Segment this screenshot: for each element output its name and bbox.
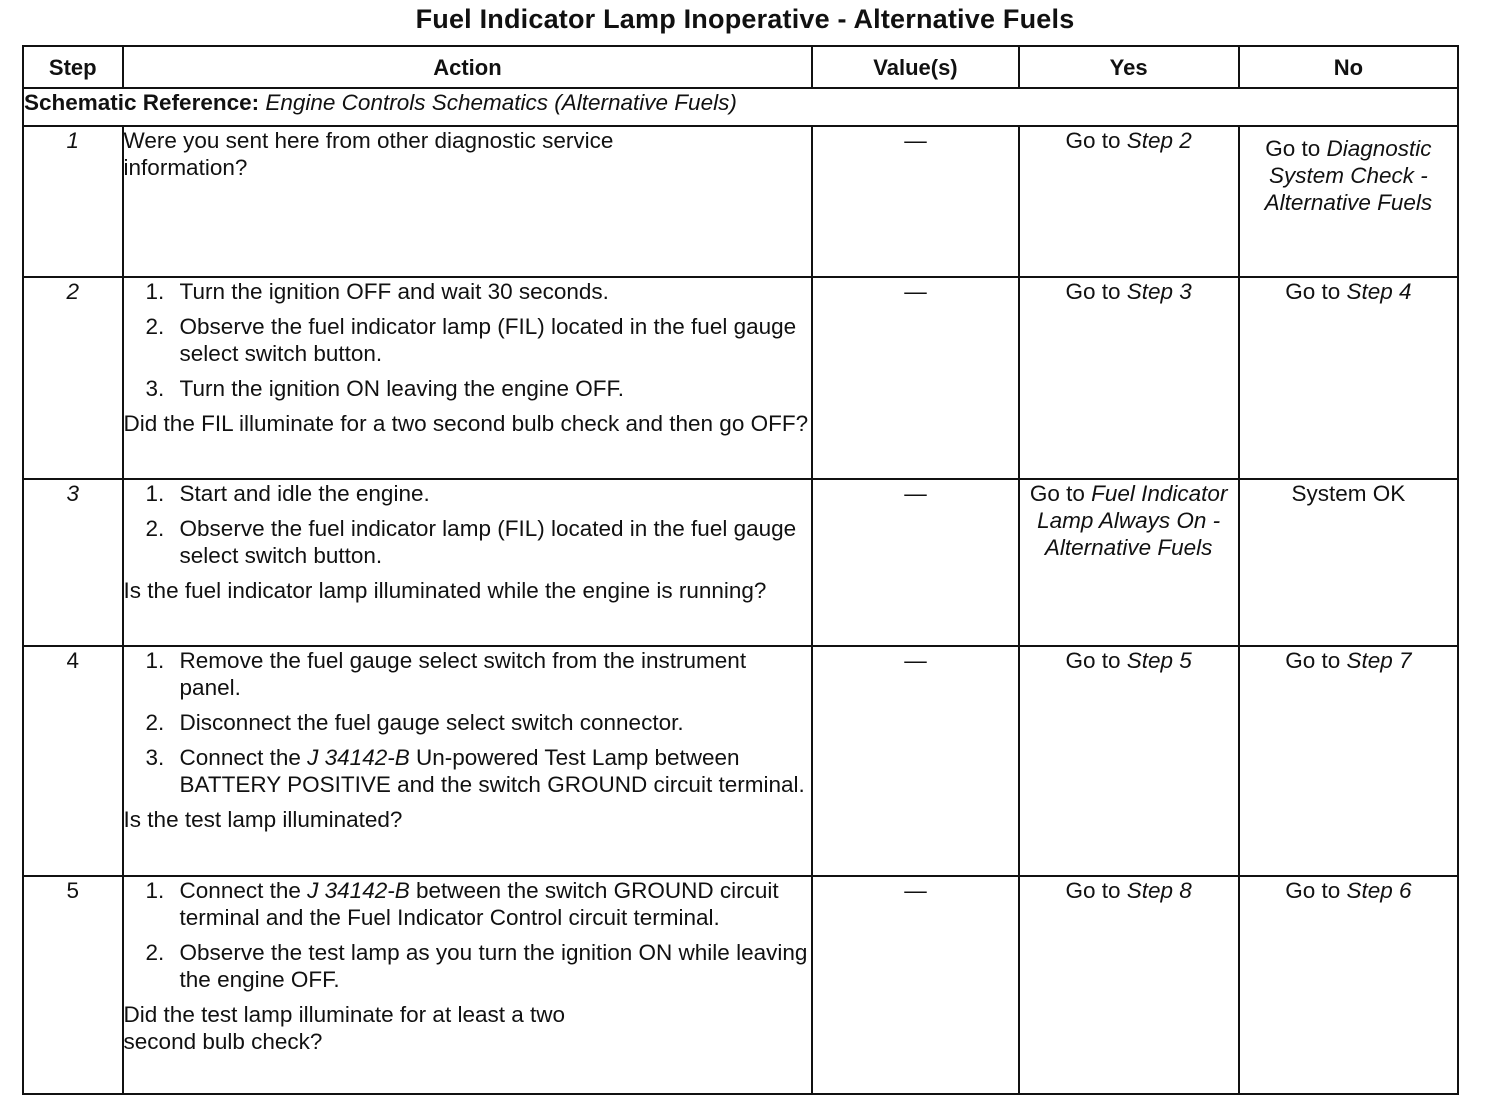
header-yes: Yes — [1019, 46, 1239, 88]
header-step: Step — [23, 46, 123, 88]
list-item-text: Observe the fuel indicator lamp (FIL) located in the fuel gauge select switch button. — [179, 516, 797, 568]
yes-link[interactable]: Step 3 — [1126, 279, 1192, 304]
list-item: 1. Turn the ignition OFF and wait 30 seconds. — [145, 279, 609, 304]
step-number: 2 — [23, 277, 123, 479]
no-prefix: Go to — [1285, 648, 1341, 673]
list-item: 3. Turn the ignition ON leaving the engine OFF. — [145, 376, 624, 401]
table-row — [23, 479, 1458, 646]
step-number: 5 — [23, 876, 123, 1094]
value-cell: — — [812, 646, 1018, 876]
list-item: 3. Connect the J 34142-B Un-powered Test Lamp between BATTERY POSITIVE and the switch GROUND circuit terminal. — [145, 745, 805, 797]
yes-cell — [1019, 126, 1239, 277]
yes-link[interactable]: Step 2 — [1126, 128, 1192, 153]
tool-link[interactable]: J 34142-B — [307, 745, 410, 770]
action-question: Did the FIL illuminate for a two second bulb check and then go OFF? — [123, 411, 809, 436]
value-cell: — — [812, 126, 1018, 277]
table-row — [23, 126, 1458, 277]
list-item-post: Un-powered Test Lamp between BATTERY POSITIVE and the switch GROUND circuit terminal. — [179, 745, 805, 797]
yes-prefix: Go to — [1065, 648, 1121, 673]
list-item-post: between the switch GROUND circuit terminal and the Fuel Indicator Control circuit terminal. — [179, 878, 779, 930]
list-item: 2. Observe the fuel indicator lamp (FIL) located in the fuel gauge select switch button. — [145, 314, 797, 366]
action-cell — [123, 479, 813, 646]
table-row — [23, 646, 1458, 876]
action-cell — [123, 646, 813, 876]
no-prefix: Go to — [1265, 136, 1321, 161]
value-cell: — — [812, 876, 1018, 1094]
no-prefix: Go to — [1285, 878, 1341, 903]
no-cell — [1239, 126, 1458, 277]
no-prefix: Go to — [1285, 279, 1341, 304]
step-list — [124, 480, 812, 569]
list-item: 1. Start and idle the engine. — [145, 481, 430, 506]
header-action: Action — [123, 46, 813, 88]
yes-link[interactable]: Fuel Indicator Lamp Always On - Alternative Fuels — [1037, 481, 1228, 560]
list-item: 1. Remove the fuel gauge select switch from the instrument panel. — [145, 648, 747, 700]
list-item: 2. Observe the fuel indicator lamp (FIL) located in the fuel gauge select switch button. — [145, 516, 797, 568]
yes-link[interactable]: Step 5 — [1126, 648, 1192, 673]
action-cell — [123, 277, 813, 479]
step-number: 1 — [23, 126, 123, 277]
step-list — [124, 278, 812, 402]
yes-link[interactable]: Step 8 — [1126, 878, 1192, 903]
value-cell: — — [812, 479, 1018, 646]
schematic-row — [23, 88, 1458, 126]
action-question: Were you sent here from other diagnostic service information? — [123, 128, 614, 180]
schematic-reference — [23, 88, 1458, 126]
step-number: 3 — [23, 479, 123, 646]
list-item-text: Turn the ignition ON leaving the engine OFF. — [179, 376, 624, 401]
list-item-text: Remove the fuel gauge select switch from the instrument panel. — [179, 648, 747, 700]
action-question: Is the fuel indicator lamp illuminated while the engine is running? — [123, 578, 767, 603]
yes-prefix: Go to — [1029, 481, 1085, 506]
no-cell — [1239, 876, 1458, 1094]
list-item-text: Observe the test lamp as you turn the ignition ON while leaving the engine OFF. — [179, 940, 808, 992]
table-row — [23, 277, 1458, 479]
no-cell — [1239, 646, 1458, 876]
tool-link[interactable]: J 34142-B — [307, 878, 410, 903]
list-item: 2. Observe the test lamp as you turn the ignition ON while leaving the engine OFF. — [145, 940, 808, 992]
schematic-link[interactable]: Engine Controls Schematics (Alternative Fuels) — [265, 90, 737, 115]
yes-cell — [1019, 277, 1239, 479]
list-item-text: Start and idle the engine. — [179, 481, 430, 506]
no-link[interactable]: Step 7 — [1346, 648, 1412, 673]
yes-cell — [1019, 646, 1239, 876]
no-cell — [1239, 479, 1458, 646]
step-list — [124, 877, 812, 993]
step-number: 4 — [23, 646, 123, 876]
table-row — [23, 876, 1458, 1094]
diagnostic-table — [22, 45, 1459, 1095]
no-link[interactable]: Step 6 — [1346, 878, 1412, 903]
header-row — [23, 46, 1458, 88]
list-item-pre: Connect the — [179, 745, 301, 770]
list-item: 2. Disconnect the fuel gauge select switch connector. — [145, 710, 684, 735]
header-no: No — [1239, 46, 1458, 88]
step-list — [124, 647, 812, 798]
action-cell — [123, 876, 813, 1094]
yes-cell — [1019, 876, 1239, 1094]
schematic-label: Schematic Reference: — [24, 90, 260, 115]
yes-prefix: Go to — [1065, 878, 1121, 903]
list-item-text: Turn the ignition OFF and wait 30 seconds. — [179, 279, 609, 304]
action-question: Is the test lamp illuminated? — [123, 807, 403, 832]
list-item-pre: Connect the — [179, 878, 301, 903]
action-question: Did the test lamp illuminate for at least a two second bulb check? — [123, 1002, 565, 1054]
yes-cell — [1019, 479, 1239, 646]
no-link[interactable]: Diagnostic System Check - Alternative Fuels — [1264, 136, 1433, 215]
page-title: Fuel Indicator Lamp Inoperative - Alternative Fuels — [415, 4, 1075, 34]
yes-prefix: Go to — [1065, 279, 1121, 304]
list-item-text: Disconnect the fuel gauge select switch connector. — [179, 710, 684, 735]
list-item: 1. Connect the J 34142-B between the switch GROUND circuit terminal and the Fuel Indicator Control circuit terminal. — [145, 878, 779, 930]
no-cell — [1239, 277, 1458, 479]
header-value: Value(s) — [812, 46, 1018, 88]
no-link[interactable]: Step 4 — [1346, 279, 1412, 304]
list-item-text: Observe the fuel indicator lamp (FIL) located in the fuel gauge select switch button. — [179, 314, 797, 366]
no-status: System OK — [1291, 481, 1406, 506]
value-cell: — — [812, 277, 1018, 479]
yes-prefix: Go to — [1065, 128, 1121, 153]
action-cell — [123, 126, 813, 277]
